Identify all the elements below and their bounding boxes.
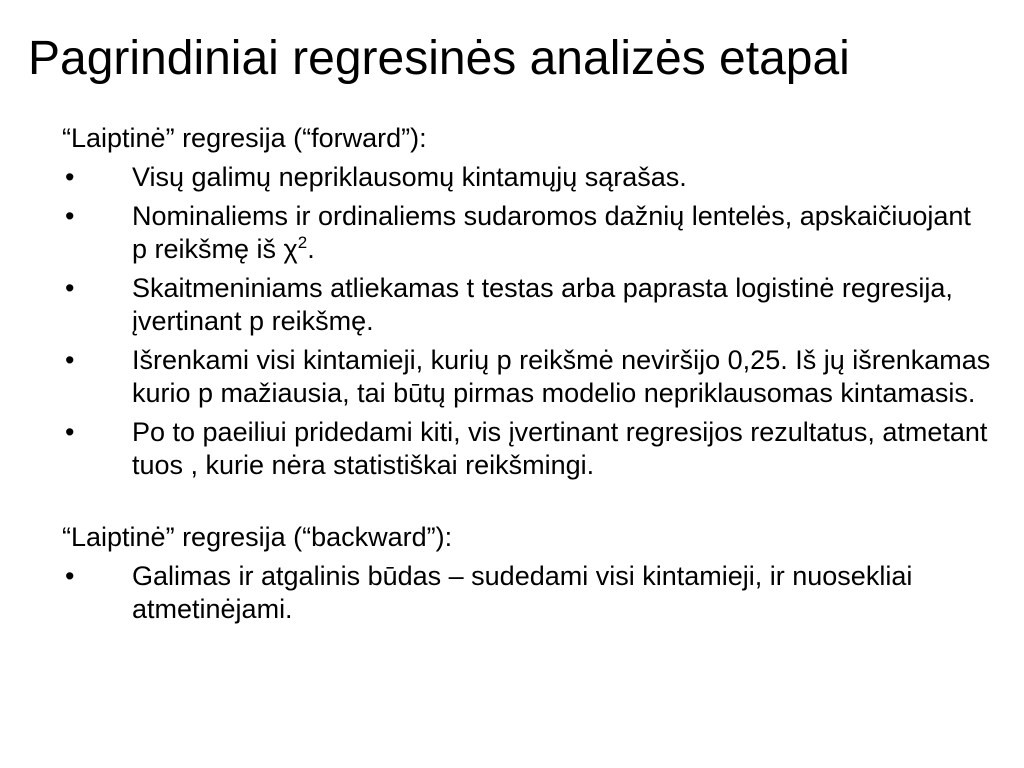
bullet-text: Nominaliems ir ordinaliems sudaromos dažnių lentelės, apskaičiuojant p reikšmę iš χ xyxy=(132,201,971,264)
section-spacer xyxy=(62,488,992,521)
bullet-item xyxy=(62,560,992,626)
bullet-text: Po to paeiliui pridedami kiti, vis įvertinant regresijos rezultatus, atmetant tuos , kurie nėra statistiškai reikšmingi. xyxy=(132,417,988,480)
bullet-text: Galimas ir atgalinis būdas – sudedami visi kintamieji, ir nuosekliai atmetinėjami. xyxy=(132,561,913,624)
bullet-item xyxy=(62,200,992,266)
bullet-icon: • xyxy=(65,561,75,591)
backward-section-heading: “Laiptinė” regresija (“backward”): xyxy=(62,522,453,552)
bullet-text-suffix: . xyxy=(307,234,315,264)
bullet-icon: • xyxy=(65,417,75,447)
bullet-icon: • xyxy=(65,162,75,192)
bullet-item xyxy=(62,161,992,194)
backward-bullet-list xyxy=(62,560,992,626)
slide-title: Pagrindiniai regresinės analizės etapai xyxy=(28,32,850,85)
bullet-text: Visų galimų nepriklausomų kintamųjų sąrašas. xyxy=(132,162,687,192)
forward-section-heading: “Laiptinė” regresija (“forward”): xyxy=(62,123,427,153)
bullet-item xyxy=(62,344,992,410)
slide-content xyxy=(62,122,992,632)
bullet-text: Skaitmeniniams atliekamas t testas arba paprasta logistinė regresija, įvertinant p reikšmę. xyxy=(132,273,953,336)
bullet-icon: • xyxy=(65,345,75,375)
bullet-item xyxy=(62,272,992,338)
bullet-icon: • xyxy=(65,273,75,303)
bullet-item xyxy=(62,416,992,482)
forward-bullet-list xyxy=(62,161,992,482)
superscript: 2 xyxy=(297,233,308,252)
bullet-text: Išrenkami visi kintamieji, kurių p reikšmė neviršijo 0,25. Iš jų išrenkamas kurio p mažiausia, tai būtų pirmas modelio nepriklausomas kintamasis. xyxy=(132,345,991,408)
bullet-icon: • xyxy=(65,201,75,231)
